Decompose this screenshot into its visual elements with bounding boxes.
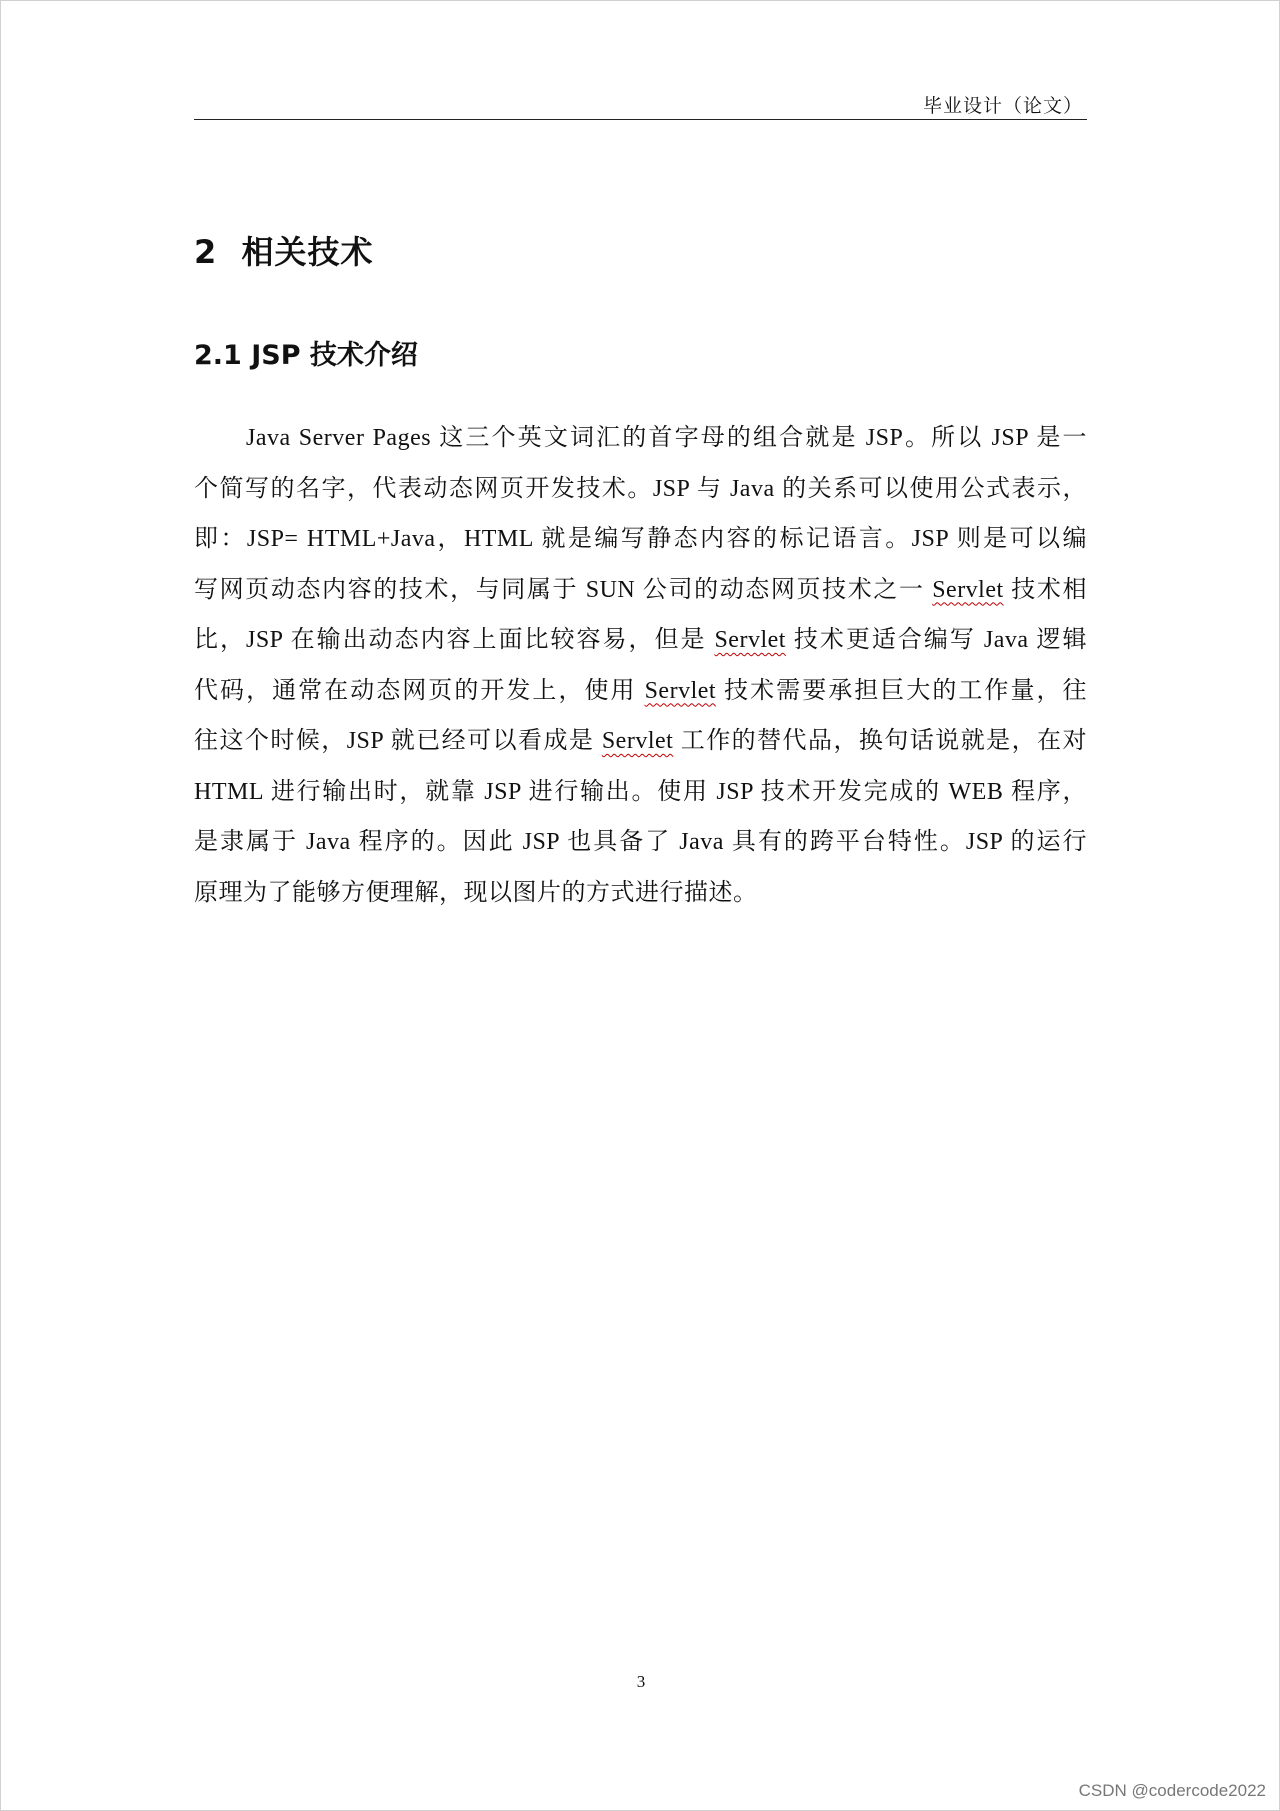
section-title: 2.1 JSP 技术介绍 bbox=[194, 340, 418, 371]
paragraph-line: 是隶属于 Java 程序的。因此 JSP 也具备了 Java 具有的跨平台特性。JSP 的运行 bbox=[194, 829, 1087, 855]
header-title: 毕业设计（论文） bbox=[922, 96, 1083, 117]
paragraph-line bbox=[194, 716, 1087, 767]
line-text: 比，JSP 在输出动态内容上面比较容易，但是 bbox=[194, 627, 715, 653]
paragraph-line bbox=[194, 666, 1087, 717]
line-text: 代码，通常在动态网页的开发上，使用 bbox=[194, 677, 645, 704]
paragraph-line: HTML 进行输出时，就靠 JSP 进行输出。使用 JSP 技术开发完成的 WEB 程序， bbox=[194, 778, 1087, 805]
page-number: 3 bbox=[636, 1672, 646, 1691]
line-text: 技术相 bbox=[1003, 576, 1087, 603]
spellcheck-flagged-term: Servlet bbox=[644, 677, 717, 704]
chapter-title: 2 相关技术 bbox=[194, 233, 374, 271]
line-text: 技术更适合编写 Java 逻辑 bbox=[785, 627, 1087, 653]
paragraph-line bbox=[194, 565, 1087, 616]
paragraph-line: 个简写的名字，代表动态网页开发技术。JSP 与 Java 的关系可以使用公式表示， bbox=[194, 475, 1087, 502]
spellcheck-flagged-term: Servlet bbox=[932, 576, 1004, 603]
body-paragraph bbox=[194, 413, 1087, 918]
spellcheck-flagged-term: Servlet bbox=[601, 728, 674, 754]
paragraph-line bbox=[194, 615, 1087, 666]
paragraph-line: 原理为了能够方便理解，现以图片的方式进行描述。 bbox=[194, 879, 758, 906]
line-text: 写网页动态内容的技术，与同属于 SUN 公司的动态网页技术之一 bbox=[194, 576, 933, 603]
paragraph-line: 即：JSP= HTML+Java，HTML 就是编写静态内容的标记语言。JSP 则是可以编 bbox=[194, 526, 1087, 552]
line-text: 往这个时候，JSP 就已经可以看成是 bbox=[194, 728, 602, 754]
line-text: 工作的替代品，换句话说就是，在对 bbox=[673, 728, 1087, 754]
spellcheck-flagged-term: Servlet bbox=[714, 627, 786, 653]
page-header bbox=[194, 91, 1087, 120]
paragraph-line: Java Server Pages 这三个英文词汇的首字母的组合就是 JSP。所以 JSP 是一 bbox=[246, 425, 1087, 451]
line-text: 技术需要承担巨大的工作量，往 bbox=[716, 677, 1088, 704]
source-watermark: CSDN @codercode2022 bbox=[1078, 1781, 1266, 1800]
